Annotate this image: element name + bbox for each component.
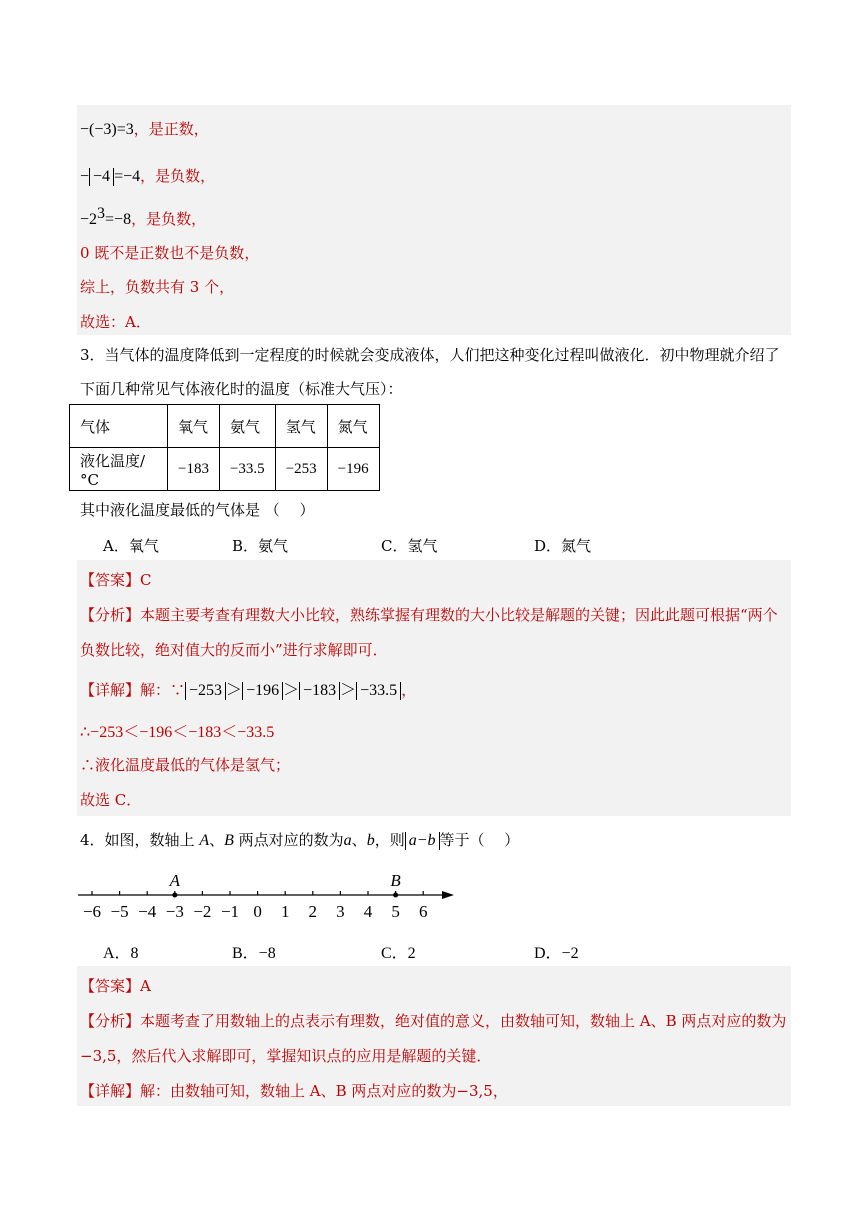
sol2-line4: 0 既不是正数也不是负数，	[80, 244, 260, 262]
sol2-line2-text: ，是负数，	[140, 167, 216, 185]
number-line-arrow	[442, 891, 454, 899]
q4-stem-b: b	[366, 832, 375, 849]
table-cell: −253	[275, 448, 327, 491]
number-line-tick-label: −3	[165, 902, 184, 921]
sol2-line2-math-post: =−4	[114, 168, 141, 185]
sol2-line2-math-abs: −4	[89, 168, 114, 186]
q3-detail	[80, 677, 416, 700]
number-line-tick-label: −6	[82, 902, 102, 921]
table-cell: 氧气	[168, 405, 220, 448]
sol2-line3-rest: =−8	[105, 211, 132, 228]
q3-detail-gt-2: ＞	[283, 682, 300, 699]
q4-stem-mid: 两点对应的数为	[233, 831, 344, 849]
q3-detail-end: ，	[401, 681, 417, 699]
q3-detail-gt-1: ＞	[226, 682, 243, 699]
q4-analysis-line1: 【分析】本题考查了用数轴上的点表示有理数，绝对值的意义，由数轴可知，数轴上 A、B 两点对应的数为	[80, 1012, 787, 1030]
table-cell: 氨气	[219, 405, 275, 448]
sol2-line3-base: −2	[80, 211, 98, 228]
q4-option-c: C．2	[381, 945, 416, 962]
q3-analysis-line1: 【分析】本题主要考查有理数大小比较，熟练掌握有理数的大小比较是解题的关键；因此此题可根据“两个	[80, 606, 778, 624]
q3-detail-abs-2: −196	[242, 682, 283, 700]
number-line-tick-label: −2	[193, 902, 212, 921]
q4-answer: 【答案】A	[80, 977, 151, 995]
q3-detail-abs-1: −253	[185, 682, 226, 700]
q4-stem-mid2: ，则	[374, 831, 405, 849]
number-line-tick-label: 2	[308, 902, 318, 921]
sol2-line3-text: ，是负数，	[131, 210, 207, 228]
number-line-tick-label: 0	[253, 902, 262, 921]
q3-gas-table	[69, 404, 380, 491]
q3-detail-abs-4: −33.5	[356, 682, 401, 700]
number-line-tick-label: −4	[138, 902, 157, 921]
number-line-tick-label: 5	[391, 902, 400, 921]
number-line-figure	[76, 872, 466, 922]
q3-analysis-line2: 负数比较，绝对值大的反而小”进行求解即可．	[80, 641, 388, 659]
sol2-line1	[80, 118, 209, 139]
q3-detail-gt-3: ＞	[340, 682, 357, 699]
q4-stem-A: A	[199, 832, 210, 849]
number-line-point-B	[393, 893, 398, 898]
number-line-tick-label: 3	[336, 902, 345, 921]
q3-answer: 【答案】C	[80, 571, 152, 589]
number-line-tick-label: 1	[280, 902, 290, 921]
q3-option-c: C．氢气	[381, 537, 438, 555]
q4-option-a: A．8	[103, 945, 139, 962]
table-cell: 氮气	[327, 405, 379, 448]
q3-detail-abs-3: −183	[299, 682, 340, 700]
q4-stem	[80, 829, 519, 850]
number-line-tick-label: −1	[220, 902, 240, 921]
sol2-line2-math-pre: −	[80, 168, 90, 185]
sol2-line1-text: ，是正数，	[133, 120, 209, 138]
q3-choose: 故选 C．	[80, 791, 142, 809]
q3-stem-line1: 3．当气体的温度降低到一定程度的时候就会变成液体，人们把这种变化过程叫做液化．初中物理就介绍了	[80, 346, 780, 364]
q4-stem-sep: 、	[209, 831, 225, 849]
table-cell: −196	[327, 448, 379, 491]
number-line-point-label: B	[390, 872, 401, 890]
table-cell: 液化温度/°C	[70, 448, 168, 491]
q4-option-d: D．−2	[534, 945, 579, 962]
q3-option-d: D．氮气	[534, 537, 592, 555]
table-cell: 气体	[70, 405, 168, 448]
number-line-tick-label: −5	[110, 902, 129, 921]
q4-stem-abs: a−b	[405, 832, 440, 850]
number-line-tick-label: 6	[418, 902, 428, 921]
q3-detail-label: 【详解】解：∵	[80, 681, 186, 699]
number-line-point-label: A	[169, 872, 180, 890]
q4-option-b: B．−8	[232, 945, 276, 962]
q4-stem-comma: 、	[351, 831, 367, 849]
sol2-line2	[80, 165, 215, 186]
q3-option-a: A．氧气	[103, 537, 159, 555]
sol2-line3	[80, 205, 206, 229]
q4-stem-pre: 4．如图，数轴上	[80, 831, 200, 849]
q4-detail: 【详解】解：由数轴可知，数轴上 A、B 两点对应的数为−3,5，	[80, 1082, 508, 1100]
q3-therefore-2: ∴液化温度最低的气体是氢气；	[80, 756, 291, 774]
sol2-line6: 故选：A．	[80, 313, 151, 331]
table-cell: −183	[168, 448, 220, 491]
sol2-line5: 综上，负数共有 3 个，	[80, 278, 235, 296]
q3-question: 其中液化温度最低的气体是 （ ）	[80, 501, 315, 519]
q4-stem-a: a	[343, 832, 352, 849]
q4-stem-end: 等于（ ）	[439, 831, 520, 849]
sol2-line3-exp: 3	[97, 205, 106, 222]
sol2-line1-math: −(−3)=3	[80, 121, 134, 138]
q4-stem-B: B	[224, 832, 234, 849]
table-cell: 氢气	[275, 405, 327, 448]
q3-stem-line2: 下面几种常见气体液化时的温度（标准大气压）：	[80, 380, 403, 398]
q3-option-b: B．氨气	[232, 537, 289, 555]
q4-analysis-line2: −3,5，然后代入求解即可，掌握知识点的应用是解题的关键．	[80, 1047, 492, 1065]
table-row	[70, 405, 380, 448]
number-line-tick-label: 4	[363, 902, 373, 921]
q3-therefore-1: ∴−253＜−196＜−183＜−33.5	[80, 724, 275, 741]
number-line-point-A	[172, 893, 177, 898]
table-cell: −33.5	[219, 448, 275, 491]
table-row	[70, 448, 380, 491]
